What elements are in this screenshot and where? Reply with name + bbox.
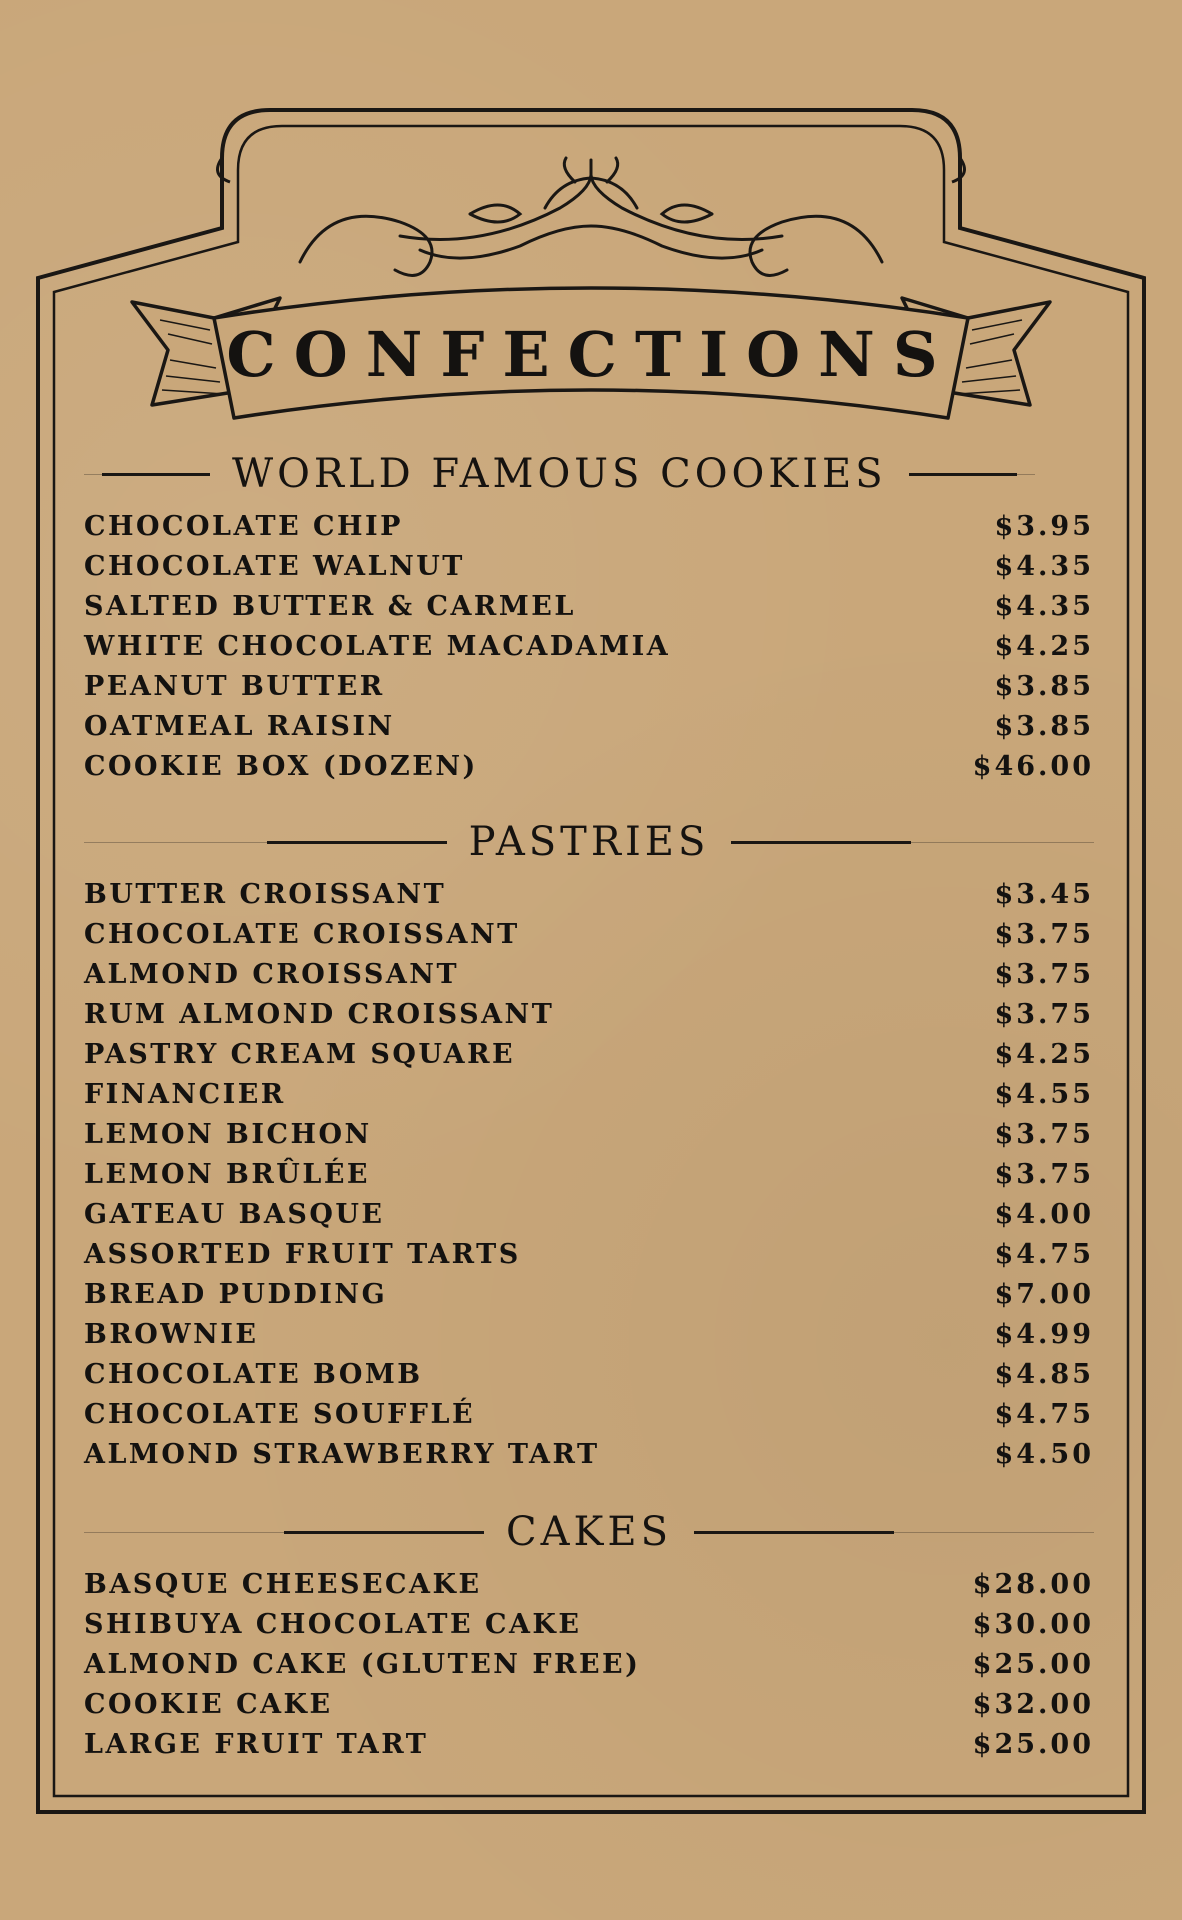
menu-item (84, 1154, 1094, 1194)
item-price: $4.50 (994, 1438, 1094, 1470)
item-price: $3.95 (994, 510, 1094, 542)
item-price: $25.00 (972, 1648, 1094, 1680)
item-price: $3.75 (994, 958, 1094, 990)
item-price: $4.99 (994, 1318, 1094, 1350)
section-title: PASTRIES (468, 819, 710, 865)
item-name: WHITE CHOCOLATE MACADAMIA (84, 630, 671, 662)
item-name: LEMON BICHON (84, 1118, 372, 1150)
item-price: $4.75 (994, 1238, 1094, 1270)
item-price: $3.45 (994, 878, 1094, 910)
item-name: COOKIE CAKE (84, 1688, 333, 1720)
menu-item (84, 666, 1094, 706)
item-name: BUTTER CROISSANT (84, 878, 447, 910)
item-price: $30.00 (972, 1608, 1094, 1640)
item-list (84, 1564, 1094, 1764)
menu-item (84, 1644, 1094, 1684)
menu-item (84, 626, 1094, 666)
section-header (84, 820, 1094, 864)
item-name: BASQUE CHEESECAKE (84, 1568, 482, 1600)
item-price: $4.00 (994, 1198, 1094, 1230)
menu-item (84, 1394, 1094, 1434)
menu-item (84, 1564, 1094, 1604)
menu-item (84, 1604, 1094, 1644)
menu-item (84, 1114, 1094, 1154)
section-pastries (84, 820, 1094, 1474)
menu-item (84, 1234, 1094, 1274)
item-name: ALMOND CROISSANT (84, 958, 460, 990)
item-name: CHOCOLATE BOMB (84, 1358, 423, 1390)
menu-item (84, 1074, 1094, 1114)
item-name: BROWNIE (84, 1318, 259, 1350)
item-name: SHIBUYA CHOCOLATE CAKE (84, 1608, 582, 1640)
item-name: ASSORTED FRUIT TARTS (84, 1238, 521, 1270)
section-title: WORLD FAMOUS COOKIES (232, 451, 887, 497)
item-name: COOKIE BOX (DOZEN) (84, 750, 478, 782)
item-price: $3.75 (994, 998, 1094, 1030)
item-name: CHOCOLATE SOUFFLÉ (84, 1398, 476, 1430)
item-name: FINANCIER (84, 1078, 286, 1110)
item-name: BREAD PUDDING (84, 1278, 388, 1310)
item-price: $3.75 (994, 918, 1094, 950)
menu-item (84, 954, 1094, 994)
menu-item (84, 1724, 1094, 1764)
flourish-ornament (300, 158, 882, 275)
menu-item (84, 1274, 1094, 1314)
item-price: $4.35 (994, 550, 1094, 582)
menu-item (84, 874, 1094, 914)
item-price: $3.85 (994, 710, 1094, 742)
section-header (84, 452, 1094, 496)
menu-item (84, 1034, 1094, 1074)
menu-item (84, 1314, 1094, 1354)
menu-item (84, 994, 1094, 1034)
item-price: $28.00 (972, 1568, 1094, 1600)
item-name: SALTED BUTTER & CARMEL (84, 590, 576, 622)
section-cakes (84, 1510, 1094, 1764)
menu-item (84, 1434, 1094, 1474)
item-name: ALMOND STRAWBERRY TART (84, 1438, 600, 1470)
section-header (84, 1510, 1094, 1554)
item-price: $3.75 (994, 1118, 1094, 1150)
item-list (84, 874, 1094, 1474)
menu-item (84, 746, 1094, 786)
section-title: CAKES (506, 1509, 672, 1555)
item-name: CHOCOLATE WALNUT (84, 550, 465, 582)
menu-item (84, 1684, 1094, 1724)
item-name: PASTRY CREAM SQUARE (84, 1038, 516, 1070)
item-price: $3.75 (994, 1158, 1094, 1190)
menu-item (84, 586, 1094, 626)
section-cookies (84, 452, 1094, 786)
item-price: $4.55 (994, 1078, 1094, 1110)
item-name: OATMEAL RAISIN (84, 710, 395, 742)
item-price: $25.00 (972, 1728, 1094, 1760)
menu-item (84, 706, 1094, 746)
item-name: LEMON BRÛLÉE (84, 1158, 370, 1190)
item-price: $7.00 (994, 1278, 1094, 1310)
item-price: $32.00 (972, 1688, 1094, 1720)
menu-item (84, 1354, 1094, 1394)
item-name: GATEAU BASQUE (84, 1198, 385, 1230)
item-price: $3.85 (994, 670, 1094, 702)
item-price: $4.35 (994, 590, 1094, 622)
item-price: $46.00 (972, 750, 1094, 782)
item-price: $4.25 (994, 630, 1094, 662)
menu-title: CONFECTIONS (226, 318, 956, 391)
item-name: CHOCOLATE CHIP (84, 510, 403, 542)
item-price: $4.25 (994, 1038, 1094, 1070)
menu-item (84, 1194, 1094, 1234)
item-name: ALMOND CAKE (GLUTEN FREE) (84, 1648, 641, 1680)
item-name: LARGE FRUIT TART (84, 1728, 429, 1760)
menu-item (84, 914, 1094, 954)
item-name: CHOCOLATE CROISSANT (84, 918, 520, 950)
item-name: PEANUT BUTTER (84, 670, 385, 702)
item-price: $4.75 (994, 1398, 1094, 1430)
item-list (84, 506, 1094, 786)
item-name: RUM ALMOND CROISSANT (84, 998, 555, 1030)
item-price: $4.85 (994, 1358, 1094, 1390)
menu-item (84, 506, 1094, 546)
menu-item (84, 546, 1094, 586)
